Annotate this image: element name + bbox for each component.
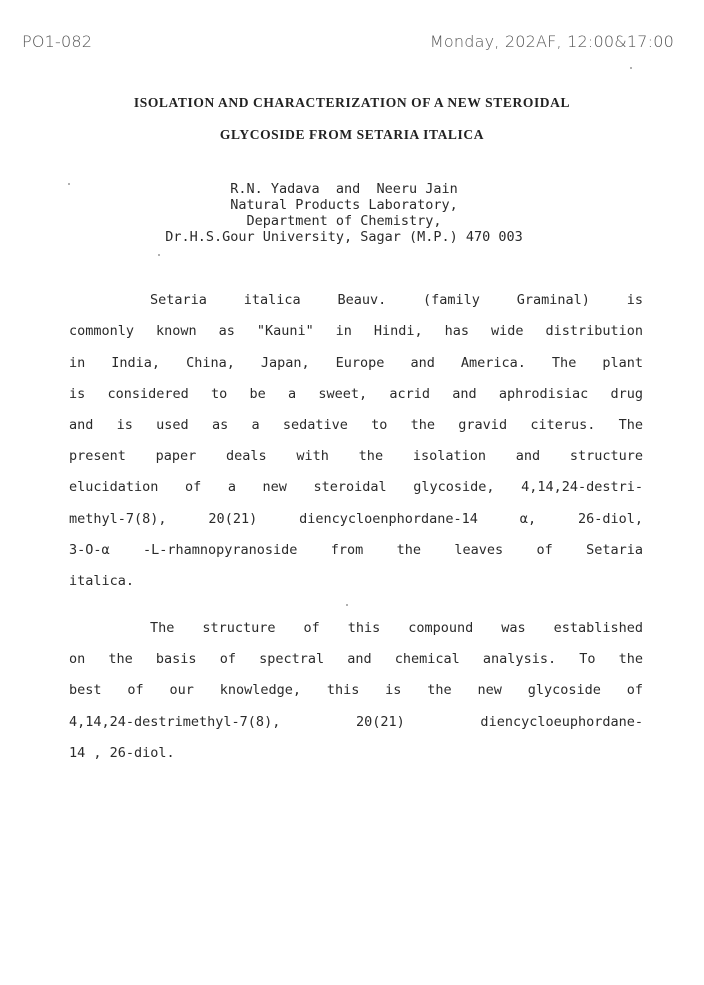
para1-line: present paper deals with the isolation and structure [69,448,643,464]
author-names: R.N. Yadava and Neeru Jain [230,181,458,197]
page-code: PO1-082 [22,32,93,51]
para1-line: commonly known as "Kauni" in Hindi, has wide distribution [69,323,643,339]
title-line-2: GLYCOSIDE FROM SETARIA ITALICA [219,127,485,142]
para2-line: The structure of this compound was established [150,620,643,636]
author-lab: Natural Products Laboratory, [230,197,458,213]
scan-speck [346,604,348,606]
author-university: Dr.H.S.Gour University, Sagar (M.P.) 470 003 [165,229,523,245]
scan-speck [158,254,160,256]
scan-speck [68,183,70,185]
para1-line: 3-O-α -L-rhamnopyranoside from the leaves of Setaria [69,542,643,558]
title-line-1: ISOLATION AND CHARACTERIZATION OF A NEW STEROIDAL [133,95,571,110]
para2-line: best of our knowledge, this is the new glycoside of [69,682,643,698]
para1-line: elucidation of a new steroidal glycoside, 4,14,24-destri- [69,479,643,495]
para1-line: is considered to be a sweet, acrid and aphrodisiac drug [69,386,643,402]
para1-line: Setaria italica Beauv. (family Graminal) is [150,292,643,308]
session-time: Monday, 202AF, 12:00&17:00 [429,32,674,51]
para2-line: 4,14,24-destrimethyl-7(8), 20(21) diencycloeuphordane- [69,714,643,730]
para1-line: and is used as a sedative to the gravid citerus. The [69,417,643,433]
para1-line: italica. [69,573,135,589]
para1-line: methyl-7(8), 20(21) diencycloenphordane-14 α, 26-diol, [69,511,643,527]
scan-speck [630,67,632,69]
para2-line: on the basis of spectral and chemical analysis. To the [69,651,643,667]
para1-line: in India, China, Japan, Europe and America. The plant [69,355,643,371]
author-department: Department of Chemistry, [246,213,442,229]
para2-line: 14 , 26-diol. [69,745,175,761]
